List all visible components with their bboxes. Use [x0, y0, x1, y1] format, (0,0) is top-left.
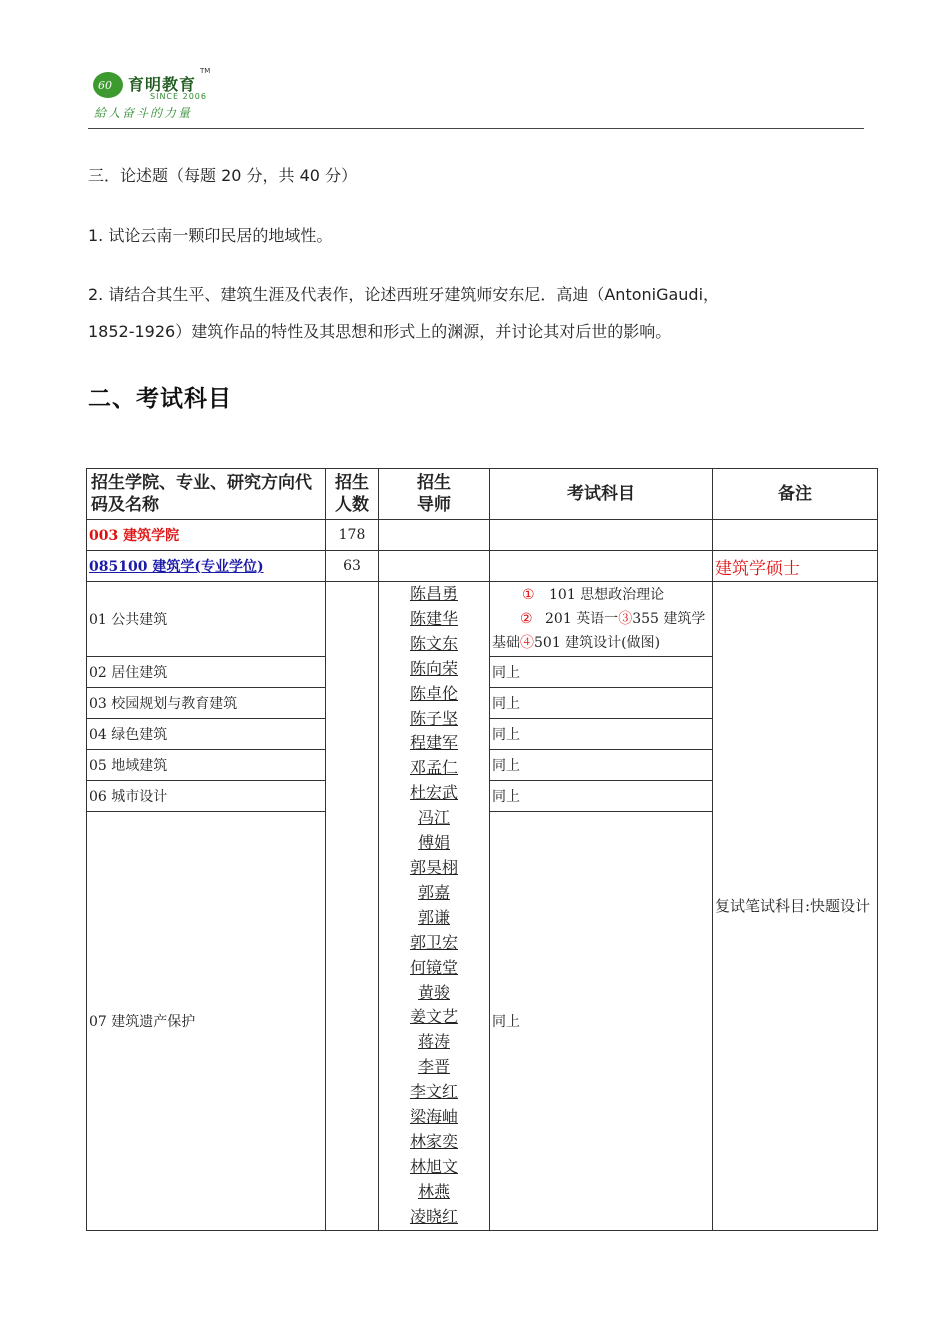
school-count: 178	[326, 520, 379, 551]
advisor-link[interactable]: 陈昌勇	[409, 584, 458, 603]
advisor-link[interactable]: 梁海岫	[409, 1107, 458, 1127]
major-note: 建筑学硕士	[713, 551, 878, 582]
advisor-link[interactable]: 何镜堂	[409, 957, 458, 977]
header-direction: 招生学院、专业、研究方向代码及名称	[87, 469, 326, 520]
subjects-same: 同上	[490, 812, 713, 1231]
advisor-link[interactable]: 陈向荣	[409, 658, 458, 678]
advisor-link[interactable]: 杜宏武	[409, 783, 458, 803]
advisor-link[interactable]: 郭嘉	[417, 882, 450, 902]
advisor-link[interactable]: 黄骏	[417, 982, 450, 1002]
header-remark: 备注	[713, 469, 878, 520]
direction-name: 06 城市设计	[87, 781, 326, 812]
remark-cell: 复试笔试科目:快题设计	[713, 582, 878, 1231]
advisor-link[interactable]: 傅娟	[417, 833, 450, 853]
table-row	[87, 520, 878, 551]
table-header-row	[87, 469, 878, 520]
advisor-link[interactable]: 郭卫宏	[409, 932, 458, 952]
advisor-link[interactable]: 陈卓伦	[409, 683, 458, 703]
major-count: 63	[326, 551, 379, 582]
advisor-link[interactable]: 蒋涛	[417, 1032, 450, 1052]
brand-slogan: 給人奋斗的力量	[94, 106, 193, 120]
essay-question-2-line2: 1852-1926）建筑作品的特性及其思想和形式上的渊源，并讨论其对后世的影响。	[88, 322, 672, 341]
subjects-same: 同上	[490, 719, 713, 750]
subjects-same: 同上	[490, 688, 713, 719]
direction-name: 01 公共建筑	[87, 582, 326, 657]
header-count: 招生人数	[326, 469, 379, 520]
table-row	[87, 582, 878, 657]
subjects-same: 同上	[490, 750, 713, 781]
advisor-link[interactable]: 陈子坚	[409, 708, 458, 728]
direction-name: 04 绿色建筑	[87, 719, 326, 750]
header-subjects: 考试科目	[490, 469, 713, 520]
advisor-link[interactable]: 郭谦	[417, 907, 450, 927]
school-name: 003 建筑学院	[87, 520, 326, 551]
advisor-link[interactable]: 陈建华	[409, 608, 458, 628]
brand-logo-icon	[92, 70, 124, 100]
brand-since: SINCE 2006	[150, 92, 207, 101]
subjects-same: 同上	[490, 781, 713, 812]
direction-name: 02 居住建筑	[87, 657, 326, 688]
advisor-link[interactable]: 程建军	[409, 733, 458, 753]
exam-subjects-table	[86, 468, 878, 1231]
advisor-link[interactable]: 陈文东	[409, 633, 458, 653]
page-header	[88, 60, 864, 129]
advisor-link[interactable]: 邓孟仁	[409, 758, 458, 778]
direction-count-empty	[326, 582, 379, 1231]
direction-name: 05 地域建筑	[87, 750, 326, 781]
advisor-link[interactable]: 凌晓红	[409, 1206, 458, 1226]
advisor-link[interactable]: 李文红	[409, 1082, 458, 1102]
advisor-link[interactable]: 姜文艺	[409, 1007, 458, 1027]
trademark-mark: TM	[200, 67, 211, 75]
essay-section-title: 三．论述题（每题 20 分，共 40 分）	[88, 166, 358, 185]
advisor-link[interactable]: 林家奕	[409, 1131, 458, 1151]
advisor-link[interactable]: 郭昊栩	[409, 857, 458, 877]
direction-name: 03 校园规划与教育建筑	[87, 688, 326, 719]
svg-text:60: 60	[98, 79, 112, 92]
advisor-link[interactable]: 林旭文	[409, 1156, 458, 1176]
major-link[interactable]: 085100 建筑学(专业学位)	[87, 551, 326, 582]
essay-question-2-line1: 2. 请结合其生平、建筑生涯及代表作，论述西班牙建筑师安东尼．高迪（AntoniGaudi，	[88, 285, 720, 304]
advisor-link[interactable]: 林燕	[417, 1181, 450, 1201]
first-subjects: ① 101 思想政治理论 ② 201 英语一③355 建筑学基础④501 建筑设计(做图)	[490, 582, 713, 657]
advisor-list	[379, 582, 490, 1231]
subjects-same: 同上	[490, 657, 713, 688]
header-advisor: 招生导师	[379, 469, 490, 520]
brand-name: 育明教育	[128, 75, 197, 94]
direction-name: 07 建筑遗产保护	[87, 812, 326, 1231]
essay-question-1: 1. 试论云南一颗印民居的地域性。	[88, 226, 333, 245]
section-heading: 二、考试科目	[88, 385, 232, 412]
table-row	[87, 551, 878, 582]
advisor-link[interactable]: 冯江	[417, 808, 450, 828]
advisor-link[interactable]: 李晋	[417, 1057, 450, 1077]
